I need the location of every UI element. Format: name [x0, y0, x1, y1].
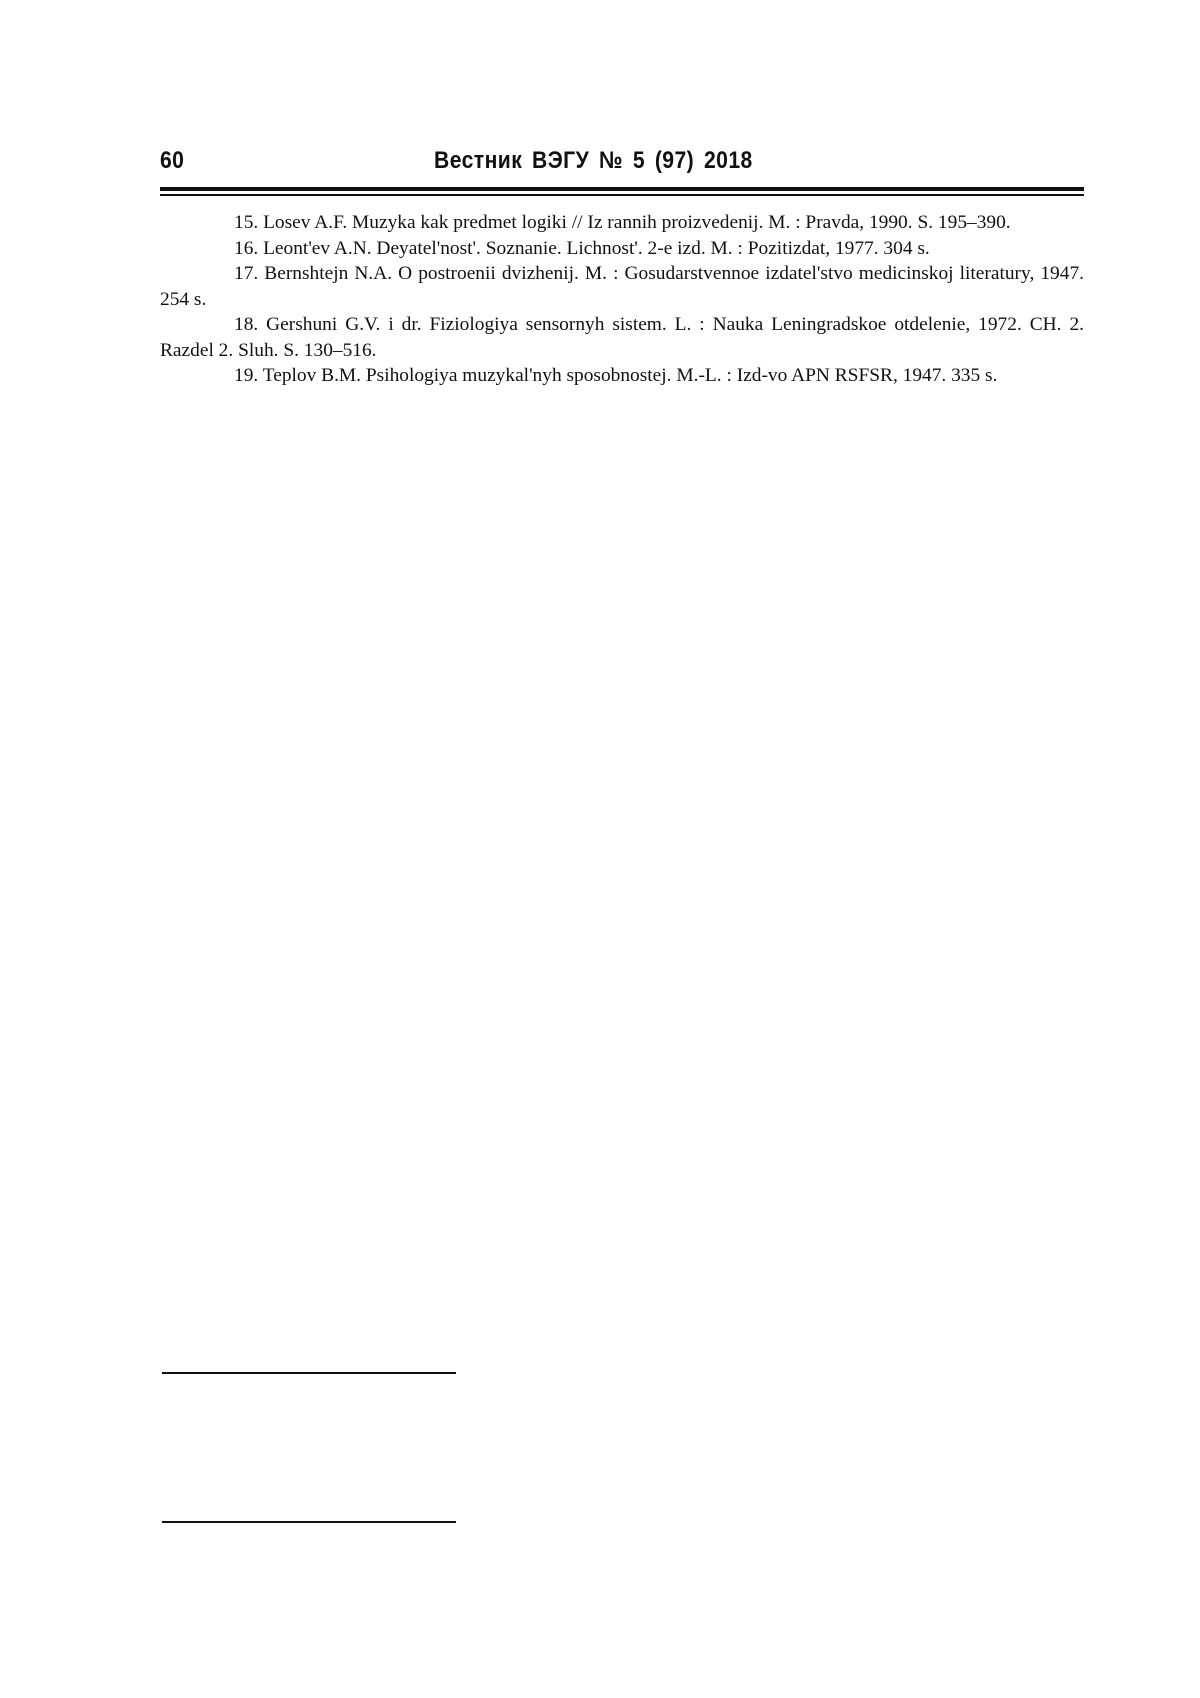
- reference-item: 15. Losev A.F. Muzyka kak predmet logiki // Iz rannih proizvedenij. M. : Pravda, 1990. S. 195–390.: [234, 212, 1011, 233]
- page-number: 60: [160, 147, 185, 174]
- reference-item: 19. Teplov B.M. Psihologiya muzykal'nyh sposobnostej. M.-L. : Izd-vo APN RSFSR, 1947. 335 s.: [234, 365, 998, 386]
- footnote-separator: [162, 1372, 456, 1374]
- page-header: [160, 146, 1084, 182]
- reference-item: 17. Bernshtejn N.A. O postroenii dvizhenij. M. : Gosudarstvennoe izdatel'stvo medicinskoj literatury, 1947. 254 s.: [160, 263, 1084, 310]
- header-rule-thin: [160, 194, 1084, 196]
- reference-list: [160, 210, 1084, 389]
- reference-item: 16. Leont'ev A.N. Deyatel'nost'. Soznanie. Lichnost'. 2-e izd. M. : Pozitizdat, 1977. 304 s.: [234, 237, 930, 259]
- header-rule-thick: [160, 187, 1084, 191]
- footnote-separator: [162, 1521, 456, 1523]
- reference-item: 18. Gershuni G.V. i dr. Fiziologiya sensornyh sistem. L. : Nauka Leningradskoe otdelenie, 1972. CH. 2. Razdel 2. Sluh. S. 130–516.: [160, 314, 1084, 361]
- journal-title: Вестник ВЭГУ № 5 (97) 2018: [434, 147, 753, 174]
